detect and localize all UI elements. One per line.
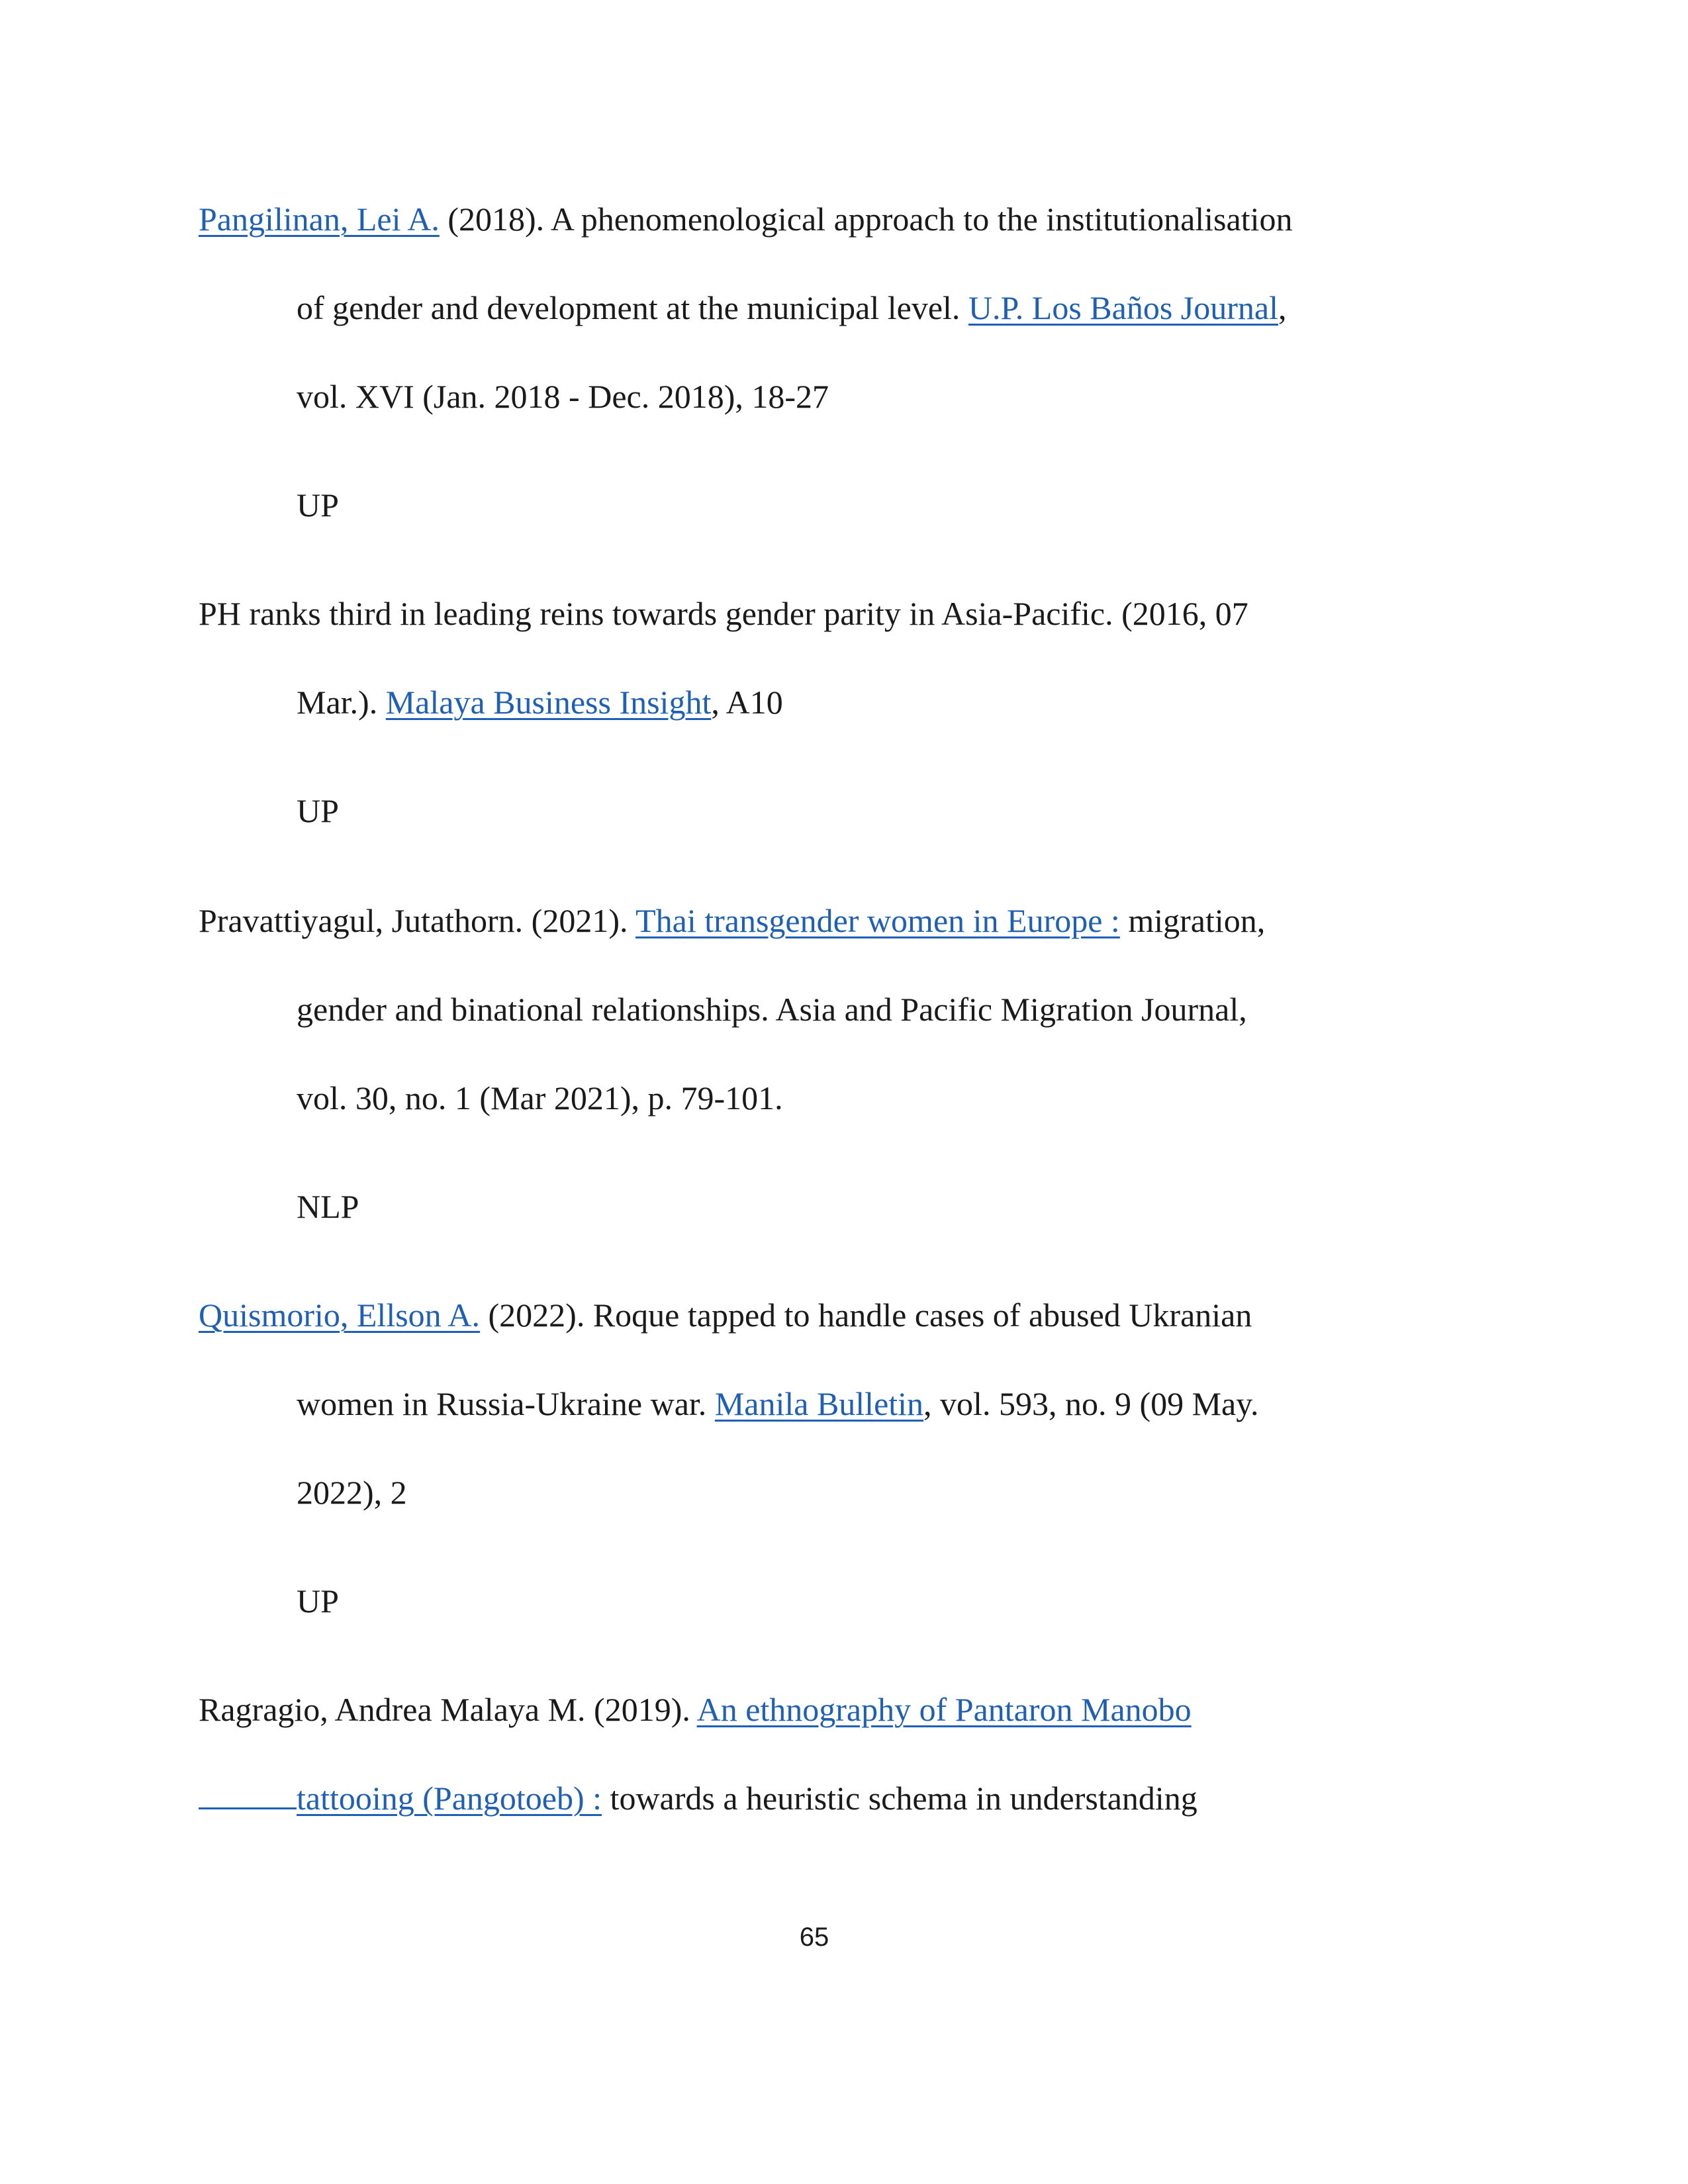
publication-link[interactable]: Malaya Business Insight	[385, 684, 712, 721]
entry-1-line-2: of gender and development at the municipal level. U.P. Los Baños Journal,	[297, 289, 1287, 326]
title-link[interactable]: Thai transgender women in Europe :	[635, 902, 1120, 939]
entry-5-line-2: tattooing (Pangotoeb) : towards a heuristic schema in understanding	[199, 1778, 1197, 1818]
author-link[interactable]: Pangilinan, Lei A.	[199, 201, 440, 238]
entry-3-line-3: vol. 30, no. 1 (Mar 2021), p. 79-101.	[297, 1079, 783, 1116]
entry-3-line-2: gender and binational relationships. Asia and Pacific Migration Journal,	[297, 991, 1247, 1028]
entry-1-location: UP	[297, 486, 339, 523]
entry-1-line-3: vol. XVI (Jan. 2018 - Dec. 2018), 18-27	[297, 378, 829, 415]
entry-3-location: NLP	[297, 1188, 359, 1225]
entry-2-line-1: PH ranks third in leading reins towards gender parity in Asia-Pacific. (2016, 07	[199, 595, 1248, 632]
author-link[interactable]: Quismorio, Ellson A.	[199, 1297, 481, 1334]
title-link-continued[interactable]: tattooing (Pangotoeb) :	[297, 1780, 602, 1817]
entry-3-line-1: Pravattiyagul, Jutathorn. (2021). Thai transgender women in Europe : migration,	[199, 902, 1266, 939]
entry-4-location: UP	[297, 1582, 339, 1619]
entry-4-line-1: Quismorio, Ellson A. (2022). Roque tapped to handle cases of abused Ukranian	[199, 1297, 1252, 1334]
entry-4-line-2: women in Russia-Ukraine war. Manila Bulletin, vol. 593, no. 9 (09 May.	[297, 1385, 1259, 1422]
page-number: 65	[799, 1923, 829, 1952]
entry-1-line-1: Pangilinan, Lei A. (2018). A phenomenological approach to the institutionalisation	[199, 201, 1293, 238]
title-link[interactable]: An ethnography of Pantaron Manobo	[696, 1691, 1192, 1728]
publication-link[interactable]: Manila Bulletin	[714, 1385, 924, 1422]
link-underline-spacer	[199, 1778, 297, 1809]
entry-4-line-3: 2022), 2	[297, 1474, 407, 1511]
entry-5-line-1: Ragragio, Andrea Malaya M. (2019). An ethnography of Pantaron Manobo	[199, 1691, 1192, 1728]
entry-2-location: UP	[297, 792, 339, 829]
journal-link[interactable]: U.P. Los Baños Journal	[968, 289, 1278, 326]
entry-2-line-2: Mar.). Malaya Business Insight, A10	[297, 684, 783, 721]
